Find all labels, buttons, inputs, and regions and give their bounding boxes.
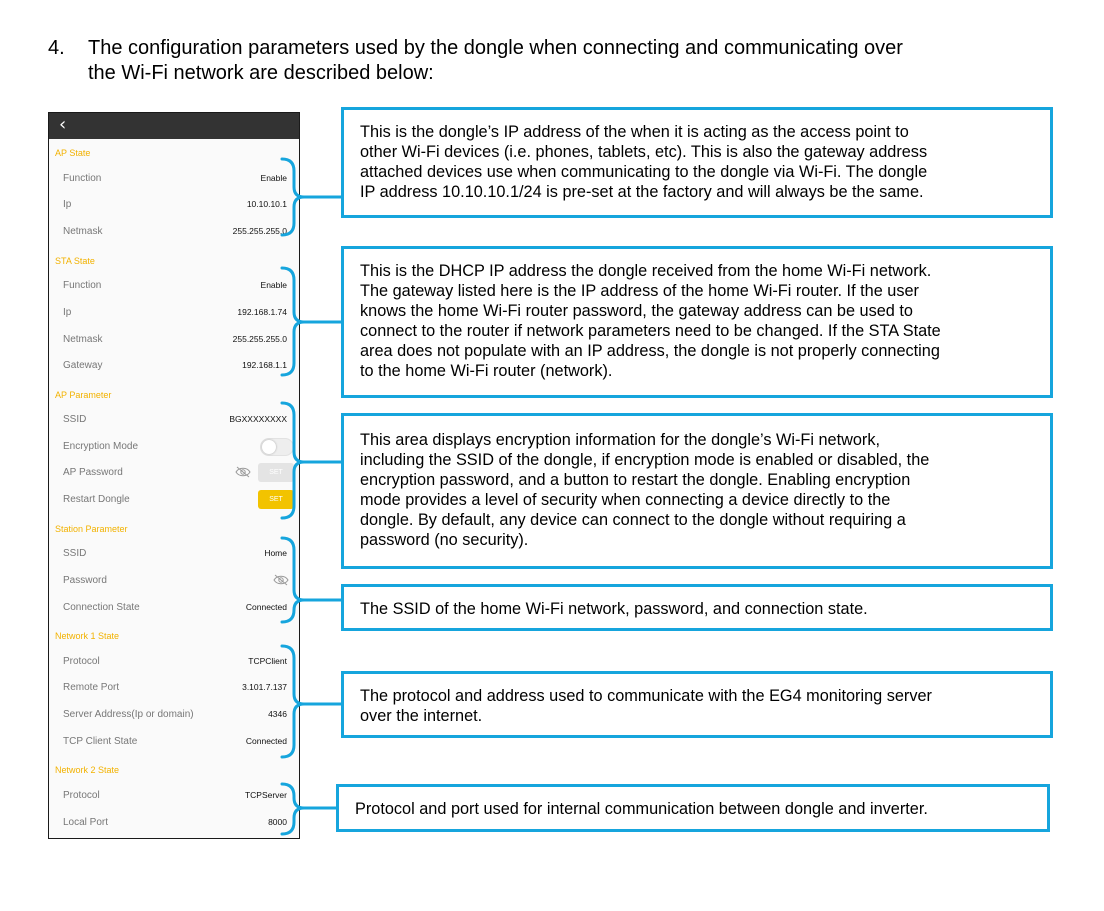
row-value: Connected bbox=[245, 602, 287, 612]
row-label: Password bbox=[63, 575, 107, 586]
row-label: Local Port bbox=[63, 817, 109, 828]
callout-line: area does not populate with an IP address, the dongle is not properly connecting bbox=[360, 342, 940, 360]
encryption-toggle[interactable] bbox=[260, 438, 294, 456]
eye-slash-icon[interactable] bbox=[273, 574, 289, 586]
eye-slash-icon[interactable] bbox=[235, 466, 251, 478]
row-value: TCPClient bbox=[248, 656, 287, 666]
callout-text bbox=[360, 686, 1040, 726]
intro-line: the Wi-Fi network are described below: bbox=[88, 62, 434, 84]
row-label: SSID bbox=[63, 414, 87, 425]
section-title-ap-state: AP State bbox=[55, 148, 91, 158]
row-ap-function bbox=[49, 166, 299, 192]
callout-text bbox=[355, 799, 1037, 819]
row-n2-local-port bbox=[49, 810, 299, 836]
row-sta-function bbox=[49, 273, 299, 299]
row-label: TCP Client State bbox=[63, 736, 138, 747]
callout-network-2 bbox=[336, 784, 1050, 832]
callout-line: mode provides a level of security when connecting a device directly to the bbox=[360, 491, 891, 509]
callout-line: including the SSID of the dongle, if encryption mode is enabled or disabled, the bbox=[360, 451, 930, 469]
row-sta-ip bbox=[49, 300, 299, 326]
section-title-sta-state: STA State bbox=[55, 256, 95, 266]
row-n1-protocol bbox=[49, 649, 299, 675]
row-value: 3.101.7.137 bbox=[242, 682, 287, 692]
step-number: 4. bbox=[48, 37, 65, 59]
row-value: 4346 bbox=[268, 709, 287, 719]
row-restart-dongle bbox=[49, 487, 299, 513]
row-value: 192.168.1.74 bbox=[237, 307, 287, 317]
callout-line: over the internet. bbox=[360, 707, 483, 725]
row-label: Function bbox=[63, 280, 102, 291]
row-label: Netmask bbox=[63, 226, 103, 237]
intro-text bbox=[88, 36, 1048, 86]
row-n1-server-address bbox=[49, 702, 299, 728]
callout-sta-state bbox=[341, 246, 1053, 398]
row-value: 255.255.255.0 bbox=[232, 334, 287, 344]
row-value: 8000 bbox=[268, 817, 287, 827]
row-value: Enable bbox=[260, 280, 287, 290]
app-screenshot bbox=[48, 112, 300, 839]
restart-dongle-set-button[interactable]: SET bbox=[258, 490, 294, 509]
row-label: Server Address(Ip or domain) bbox=[63, 709, 194, 720]
row-label: Ip bbox=[63, 307, 72, 318]
row-label: Ip bbox=[63, 199, 72, 210]
row-label: Protocol bbox=[63, 656, 100, 667]
row-n2-protocol bbox=[49, 783, 299, 809]
callout-line: attached devices use when communicating to the dongle via Wi-Fi. The dongle bbox=[360, 163, 928, 181]
row-n1-client-state bbox=[49, 729, 299, 755]
row-ap-password bbox=[49, 460, 299, 486]
row-sta-gateway bbox=[49, 353, 299, 379]
callout-line: dongle. By default, any device can connect to the dongle without requiring a bbox=[360, 511, 906, 529]
toggle-knob bbox=[262, 440, 276, 454]
row-value: TCPServer bbox=[244, 790, 287, 800]
callout-line: knows the home Wi-Fi router password, the gateway address can be used to bbox=[360, 302, 913, 320]
callout-line: to the home Wi-Fi router (network). bbox=[360, 362, 613, 380]
intro-line: The configuration parameters used by the dongle when connecting and communicating over bbox=[88, 37, 903, 59]
callout-text bbox=[360, 122, 1040, 202]
row-connection-state bbox=[49, 595, 299, 621]
row-label: Netmask bbox=[63, 334, 103, 345]
callout-line: This is the DHCP IP address the dongle received from the home Wi-Fi network. bbox=[360, 262, 932, 280]
callout-line: This is the dongle’s IP address of the when it is acting as the access point to bbox=[360, 123, 909, 141]
section-title-ap-parameter: AP Parameter bbox=[55, 390, 112, 400]
row-label: Gateway bbox=[63, 360, 103, 371]
row-label: Encryption Mode bbox=[63, 441, 139, 452]
row-label: SSID bbox=[63, 548, 87, 559]
row-ap-ssid bbox=[49, 407, 299, 433]
callout-text bbox=[360, 599, 1040, 619]
callout-text bbox=[360, 261, 1040, 381]
callout-line: The gateway listed here is the IP address of the home Wi-Fi router. If the user bbox=[360, 282, 919, 300]
callout-line: encryption password, and a button to restart the dongle. Enabling encryption bbox=[360, 471, 911, 489]
callout-line: connect to the router if network parameters need to be changed. If the STA State bbox=[360, 322, 941, 340]
row-label: AP Password bbox=[63, 467, 123, 478]
row-label: Remote Port bbox=[63, 682, 120, 693]
row-value: Home bbox=[264, 548, 287, 558]
callout-ap-state bbox=[341, 107, 1053, 218]
callout-station-parameter bbox=[341, 584, 1053, 631]
row-label: Function bbox=[63, 173, 102, 184]
callout-line: The SSID of the home Wi-Fi network, password, and connection state. bbox=[360, 600, 868, 618]
row-value: Enable bbox=[260, 173, 287, 183]
ap-password-set-button[interactable]: SET bbox=[258, 463, 294, 482]
chevron-left-icon[interactable]: ‹ bbox=[59, 114, 67, 135]
row-ap-netmask bbox=[49, 219, 299, 245]
section-title-network-2: Network 2 State bbox=[55, 765, 120, 775]
row-encryption-mode bbox=[49, 434, 299, 460]
row-value: 255.255.255.0 bbox=[232, 226, 287, 236]
callout-line: This area displays encryption information for the dongle’s Wi-Fi network, bbox=[360, 431, 881, 449]
callout-line: password (no security). bbox=[360, 531, 529, 549]
row-ap-ip bbox=[49, 192, 299, 218]
row-station-password bbox=[49, 568, 299, 594]
section-title-station-parameter: Station Parameter bbox=[55, 524, 128, 534]
row-value: BGXXXXXXXX bbox=[229, 414, 287, 424]
callout-network-1 bbox=[341, 671, 1053, 738]
row-label: Protocol bbox=[63, 790, 100, 801]
callout-text bbox=[360, 430, 1040, 550]
row-label: Connection State bbox=[63, 602, 140, 613]
callout-ap-parameter bbox=[341, 413, 1053, 569]
callout-line: The protocol and address used to communicate with the EG4 monitoring server bbox=[360, 687, 932, 705]
row-n1-remote-port bbox=[49, 675, 299, 701]
section-title-network-1: Network 1 State bbox=[55, 631, 120, 641]
callout-line: Protocol and port used for internal communication between dongle and inverter. bbox=[355, 800, 928, 818]
row-value: 10.10.10.1 bbox=[246, 199, 287, 209]
callout-line: IP address 10.10.10.1/24 is pre-set at the factory and will always be the same. bbox=[360, 183, 924, 201]
row-sta-netmask bbox=[49, 327, 299, 353]
callout-line: other Wi-Fi devices (i.e. phones, tablets, etc). This is also the gateway address bbox=[360, 143, 928, 161]
app-header bbox=[49, 113, 299, 139]
row-value: 192.168.1.1 bbox=[242, 360, 287, 370]
row-station-ssid bbox=[49, 541, 299, 567]
row-label: Restart Dongle bbox=[63, 494, 130, 505]
row-value: Connected bbox=[245, 736, 287, 746]
